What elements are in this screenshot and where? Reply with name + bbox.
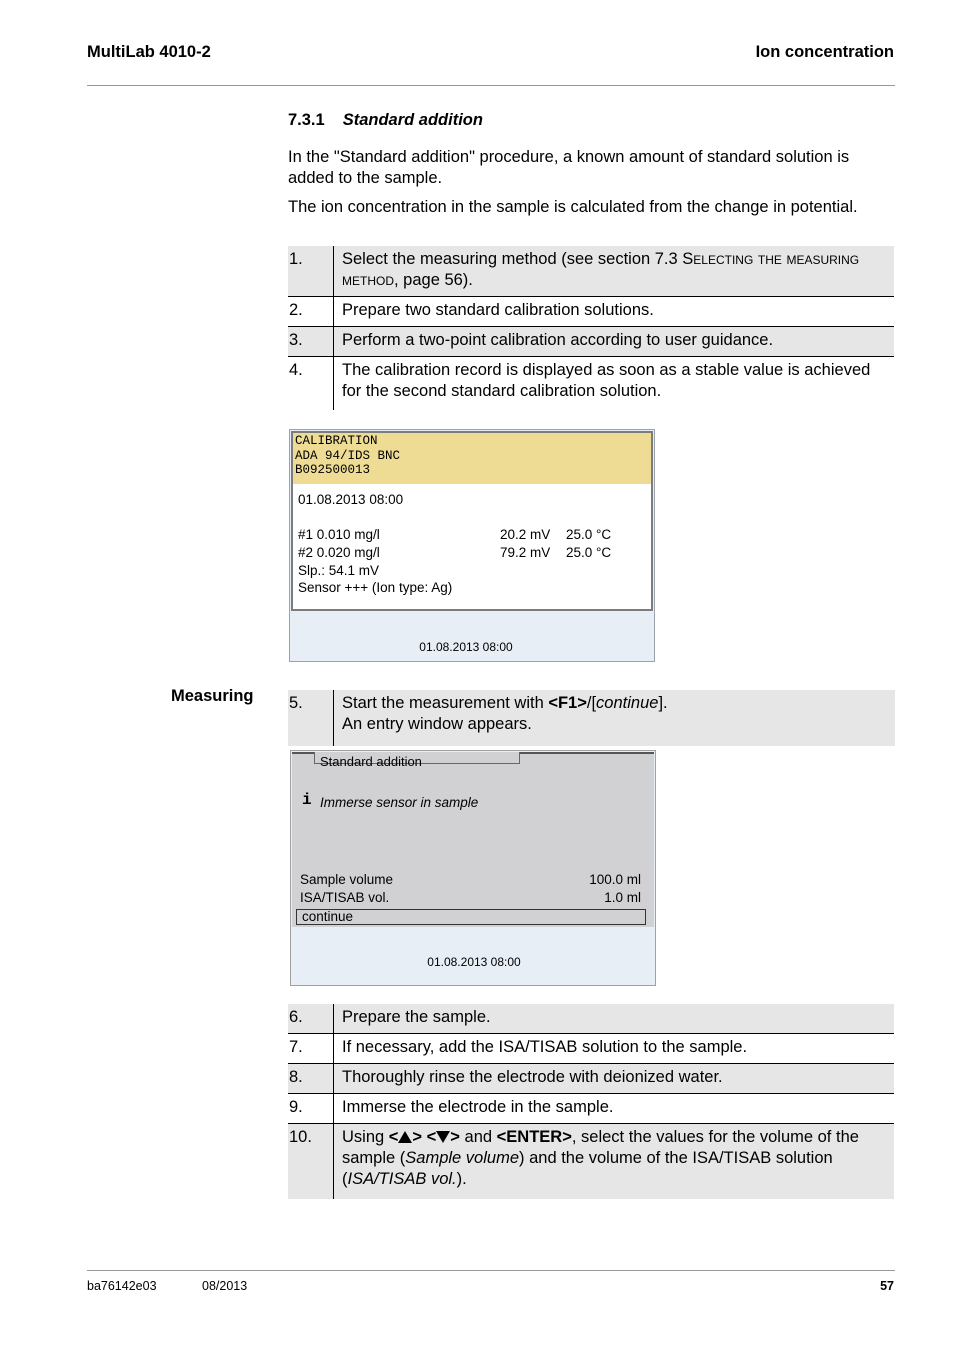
step-row: [288, 327, 894, 357]
step-text: Prepare the sample.: [334, 1004, 895, 1034]
step-row: [288, 1064, 894, 1094]
step-text: Start the measurement with <F1>/[continue]. An entry window appears.: [334, 690, 896, 746]
standard-addition-screen: [290, 750, 656, 986]
step-row: [288, 1094, 894, 1124]
info-message: Immerse sensor in sample: [320, 795, 479, 810]
step-number: 10.: [288, 1124, 334, 1200]
section-reference: Selecting the measuring method: [342, 250, 860, 289]
sensor-model: ADA 94/IDS BNC: [295, 448, 401, 463]
step-row: [288, 690, 895, 746]
step-text: Immerse the electrode in the sample.: [334, 1094, 895, 1124]
calibration-title: CALIBRATION: [295, 434, 378, 448]
step-number: 9.: [288, 1094, 334, 1124]
sample-volume-label: Sample volume: [300, 872, 394, 887]
step-row: [288, 1124, 894, 1200]
calibration-point-2-temp: 25.0 °C: [566, 545, 612, 560]
calibration-point-1-mv: 20.2 mV: [500, 527, 551, 542]
arrow-down-icon: [436, 1131, 450, 1143]
step-text: Prepare two standard calibration solutions.: [334, 297, 895, 327]
margin-heading-measuring: Measuring: [171, 687, 254, 705]
step-row: [288, 1034, 894, 1064]
step-text: Thoroughly rinse the electrode with deionized water.: [334, 1064, 895, 1094]
step-number: 7.: [288, 1034, 334, 1064]
step-row: [288, 246, 894, 297]
key-down: < >: [422, 1128, 460, 1146]
key-up: < >: [388, 1128, 423, 1146]
key-f1: <F1>: [548, 694, 587, 712]
step-number: 1.: [288, 246, 334, 297]
header-chapter: Ion concentration: [755, 43, 894, 61]
steps-table-calibration: [288, 246, 894, 410]
sample-volume-value[interactable]: 100.0 ml: [589, 872, 641, 887]
calibration-point-1: #1 0.010 mg/l: [298, 527, 380, 542]
page-number: 57: [880, 1279, 894, 1293]
key-enter: <ENTER>: [496, 1128, 572, 1146]
step-number: 8.: [288, 1064, 334, 1094]
continue-menu-item[interactable]: continue: [296, 909, 646, 925]
arrow-up-icon: [398, 1131, 412, 1143]
header-product: MultiLab 4010-2: [87, 43, 211, 61]
intro-paragraph-1: In the "Standard addition" procedure, a known amount of standard solution is added to the sample.: [288, 148, 850, 187]
isa-tisab-label: ISA/TISAB vol.: [300, 890, 390, 905]
entry-window-title: Standard addition: [320, 754, 422, 769]
info-icon: i: [302, 791, 312, 809]
calibration-point-2-mv: 79.2 mV: [500, 545, 551, 560]
steps-table-measuring: [288, 1004, 894, 1199]
isa-tisab-value[interactable]: 1.0 ml: [604, 890, 641, 905]
field-isa-tisab: ISA/TISAB vol.: [347, 1170, 457, 1188]
step-row: [288, 297, 894, 327]
step-text: Using < > < > and <ENTER>, select the values for the volume of the sample (Sample volume) and the volume of the ISA/TISAB solution (ISA/TISAB vol.).: [334, 1124, 895, 1200]
calibration-header: [293, 433, 651, 484]
intro-paragraph-2: The ion concentration in the sample is calculated from the change in potential.: [288, 198, 858, 216]
footer-rule: [87, 1270, 895, 1271]
calibration-record-panel: [291, 431, 653, 611]
section-title: [288, 111, 483, 130]
calibration-datetime: 01.08.2013 08:00: [298, 492, 404, 507]
footer-date: 08/2013: [202, 1279, 248, 1293]
step-text: If necessary, add the ISA/TISAB solution to the sample.: [334, 1034, 895, 1064]
section-number: 7.3.1: [288, 111, 325, 129]
step-text: The calibration record is displayed as soon as a stable value is achieved for the second standard calibration solution.: [334, 357, 895, 411]
screen-footer-datetime: 01.08.2013 08:00: [419, 640, 513, 654]
step-text: Select the measuring method (see section 7.3 Selecting the measuring method, page 56).: [334, 246, 895, 297]
calibration-sensor-eval: Sensor +++ (Ion type: Ag): [298, 580, 453, 595]
field-sample-volume: Sample volume: [405, 1149, 520, 1167]
entry-window: [292, 752, 654, 927]
step-text: Perform a two-point calibration according to user guidance.: [334, 327, 895, 357]
sensor-serial: B092500013: [295, 463, 371, 477]
softkey-continue: continue: [596, 694, 659, 712]
footer-doc-number: ba76142e03: [87, 1279, 157, 1293]
calibration-record-screen: [289, 429, 655, 662]
step-number: 5.: [288, 690, 334, 746]
step-number: 4.: [288, 357, 334, 411]
steps-table-measuring-start: [288, 690, 895, 746]
calibration-point-2: #2 0.020 mg/l: [298, 545, 380, 560]
step-number: 2.: [288, 297, 334, 327]
calibration-point-1-temp: 25.0 °C: [566, 527, 612, 542]
step-number: 3.: [288, 327, 334, 357]
screen-footer-datetime: 01.08.2013 08:00: [427, 955, 521, 969]
step-row: [288, 1004, 894, 1034]
calibration-slope: Slp.: 54.1 mV: [298, 563, 380, 578]
step-number: 6.: [288, 1004, 334, 1034]
header-rule: [87, 85, 895, 86]
section-title-text: Standard addition: [342, 111, 483, 129]
step-row: [288, 357, 894, 411]
